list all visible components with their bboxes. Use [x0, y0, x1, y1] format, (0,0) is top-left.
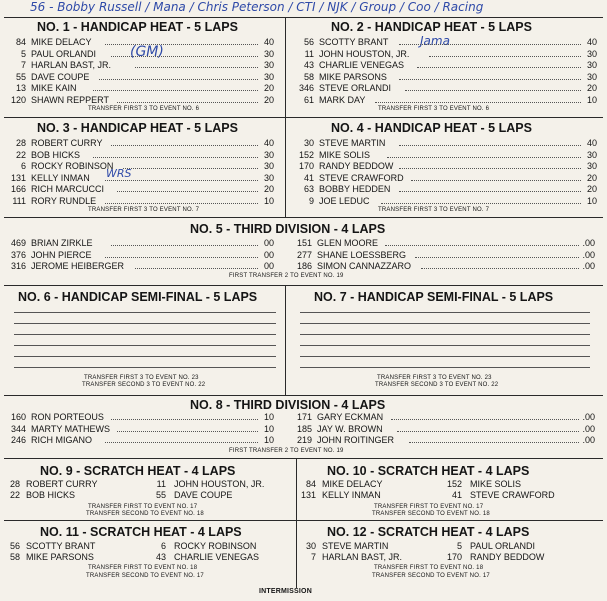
- handicap-value: 30: [263, 172, 274, 183]
- driver-name: MIKE SOLIS: [319, 149, 371, 160]
- car-number: 111: [12, 195, 26, 206]
- driver-name: RANDY BEDDOW: [470, 552, 545, 562]
- driver-name: RICH MARCUCCI: [31, 184, 104, 194]
- driver-name: RON PORTEOUS: [31, 412, 104, 422]
- driver-name: GARY ECKMAN: [317, 412, 384, 422]
- car-number: 63: [303, 184, 314, 194]
- car-number: 219: [296, 435, 312, 445]
- driver-name: ROBERT CURRY: [31, 138, 103, 148]
- handicap-value: 20: [263, 83, 274, 93]
- dot-leader: [399, 184, 581, 192]
- driver-name: SCOTTY BRANT: [26, 541, 96, 551]
- car-number: 5: [20, 48, 26, 59]
- driver-name: RORY RUNDLE: [31, 195, 97, 206]
- driver-name: SHANE LOESSBERG: [317, 249, 407, 260]
- handicap-value: 30: [586, 71, 597, 82]
- car-number: 22: [9, 490, 20, 500]
- dot-leader: [411, 173, 581, 181]
- rule-after-heats-3-4: [4, 217, 603, 218]
- rule-after-heats-1-2: [4, 117, 603, 118]
- blank-line: [300, 367, 590, 368]
- handicap-value: 00: [263, 238, 274, 248]
- car-number: 61: [303, 94, 314, 105]
- driver-name: MIKE DELACY: [322, 479, 383, 489]
- driver-name: JOHN ROITINGER: [317, 435, 395, 445]
- driver-name: CHARLIE VENEGAS: [174, 552, 260, 562]
- handicap-value: 00: [263, 261, 274, 271]
- driver-name: MARK DAY: [319, 94, 366, 105]
- blank-line: [300, 334, 590, 335]
- dot-leader: [429, 49, 581, 57]
- car-number: 171: [296, 412, 312, 422]
- handicap-value: 00: [263, 249, 274, 260]
- event-8-title: NO. 8 - THIRD DIVISION - 4 LAPS: [190, 398, 386, 412]
- car-number: 7: [310, 552, 316, 562]
- dot-leader: [405, 83, 581, 91]
- semi-6-transfer-note-2: TRANSFER SECOND 3 TO EVENT NO. 22: [82, 382, 206, 388]
- car-number: 186: [296, 261, 312, 271]
- scratch-12-title: NO. 12 - SCRATCH HEAT - 4 LAPS: [327, 525, 530, 539]
- dot-leader: [111, 238, 258, 246]
- entry-row: [4, 412, 274, 422]
- entry-row: [4, 250, 274, 260]
- entry-row: [4, 184, 274, 194]
- driver-name: JOHN HOUSTON, JR.: [319, 48, 410, 59]
- dot-leader: [415, 250, 579, 258]
- semi-6-title: NO. 6 - HANDICAP SEMI-FINAL - 5 LAPS: [18, 290, 258, 304]
- driver-name: HARLAN BAST, JR.: [31, 60, 112, 70]
- entry-row: [4, 196, 274, 206]
- heat-1-title: NO. 1 - HANDICAP HEAT - 5 LAPS: [37, 20, 238, 34]
- car-number: 43: [155, 552, 166, 562]
- driver-name: ROBERT CURRY: [26, 479, 98, 489]
- scratch-11-note-1: TRANSFER FIRST TO EVENT NO. 18: [88, 565, 198, 571]
- entry-row: [292, 72, 597, 82]
- car-number: 152: [298, 149, 314, 160]
- car-number: 120: [10, 94, 26, 105]
- handicap-value: 10: [263, 435, 274, 445]
- scratch-11-title: NO. 11 - SCRATCH HEAT - 4 LAPS: [40, 525, 242, 539]
- entry-row: [292, 60, 597, 70]
- car-number: 166: [10, 184, 26, 194]
- car-number: 56: [9, 541, 20, 551]
- dot-leader: [381, 196, 581, 204]
- scratch-9-note-1: TRANSFER FIRST TO EVENT NO. 17: [88, 504, 198, 510]
- entry-row: [292, 173, 597, 183]
- handicap-value: 30: [263, 149, 274, 160]
- driver-name: MIKE KAIN: [31, 83, 77, 93]
- entry-row: [4, 173, 274, 183]
- driver-name: MIKE PARSONS: [26, 552, 94, 562]
- car-number: 131: [10, 172, 26, 183]
- event-5-transfer-note: FIRST TRANSFER 2 TO EVENT NO. 19: [229, 273, 344, 279]
- handicap-value: 30: [263, 71, 274, 82]
- blank-line: [14, 334, 276, 335]
- car-number: 170: [298, 161, 314, 171]
- entry-row: [4, 150, 274, 160]
- rule-col-2: [285, 285, 286, 395]
- scratch-9-note-2: TRANSFER SECOND TO EVENT NO. 18: [86, 511, 204, 517]
- entry-row: [4, 60, 274, 70]
- entry-row: [290, 238, 595, 248]
- car-number: 41: [451, 490, 462, 500]
- entry-row: [4, 161, 274, 171]
- car-number: 28: [9, 479, 20, 489]
- car-number: 55: [155, 490, 166, 500]
- scratch-12-note-1: TRANSFER FIRST TO EVENT NO. 18: [374, 565, 484, 571]
- dot-leader: [375, 95, 581, 103]
- entry-row: [4, 261, 274, 271]
- driver-name: STEVE CRAWFORD: [470, 490, 555, 500]
- blank-line: [300, 356, 590, 357]
- rule-after-scratch-9-10: [4, 520, 603, 521]
- car-number: 28: [15, 138, 26, 148]
- dot-leader: [399, 138, 581, 146]
- entry-row: [4, 95, 274, 105]
- car-number: 246: [10, 435, 26, 445]
- handicap-value: 10: [263, 412, 274, 422]
- driver-name: JEROME HEIBERGER: [31, 261, 125, 271]
- driver-name: DAVE COUPE: [31, 71, 90, 82]
- handicap-value: 40: [586, 37, 597, 47]
- car-number: 30: [303, 138, 314, 148]
- handicap-value: 30: [586, 48, 597, 59]
- car-number: 22: [15, 149, 26, 160]
- entry-row: [292, 138, 597, 148]
- dot-leader: [391, 412, 579, 420]
- driver-name: PAUL ORLANDI: [470, 541, 536, 551]
- car-number: 84: [15, 37, 26, 47]
- dot-leader: [111, 49, 258, 57]
- car-number: 152: [446, 479, 462, 489]
- handicap-value: .00: [582, 423, 595, 434]
- car-number: 41: [303, 172, 314, 183]
- handicap-value: 20: [586, 184, 597, 194]
- entry-row: [292, 161, 597, 171]
- dot-leader: [399, 72, 581, 80]
- car-number: 11: [156, 479, 166, 489]
- handicap-value: 30: [263, 161, 274, 171]
- dot-leader: [135, 60, 258, 68]
- car-number: 55: [15, 71, 26, 82]
- driver-name: JAY W. BROWN: [317, 423, 383, 434]
- rule-after-semis: [4, 395, 603, 396]
- car-number: 30: [305, 541, 316, 551]
- car-number: 344: [10, 423, 26, 434]
- handicap-value: 30: [263, 48, 274, 59]
- driver-name: GLEN MOORE: [317, 238, 379, 248]
- entry-row: [4, 424, 274, 434]
- driver-name: SHAWN REPPERT: [31, 94, 110, 105]
- handicap-value: 20: [586, 83, 597, 93]
- entry-row: [4, 435, 274, 445]
- rule-after-event-5: [4, 285, 603, 286]
- dot-leader: [105, 435, 258, 443]
- entry-row: [292, 150, 597, 160]
- heat-1-transfer-note: TRANSFER FIRST 3 TO EVENT NO. 6: [88, 106, 200, 112]
- driver-name: KELLY INMAN: [31, 172, 90, 183]
- blank-line: [300, 312, 590, 313]
- heat-3-transfer-note: TRANSFER FIRST 3 TO EVENT NO. 7: [88, 207, 200, 213]
- blank-line: [14, 356, 276, 357]
- handicap-value: 20: [586, 172, 597, 183]
- driver-name: ROCKY ROBINSON: [31, 161, 114, 171]
- driver-name: BOB HICKS: [26, 490, 76, 500]
- dot-leader: [117, 424, 258, 432]
- heat-2-transfer-note: TRANSFER FIRST 3 TO EVENT NO. 6: [378, 106, 490, 112]
- driver-name: JOHN HOUSTON, JR.: [174, 479, 265, 489]
- entry-row: [290, 261, 595, 271]
- car-number: 11: [304, 48, 314, 59]
- entry-row: [290, 424, 595, 434]
- car-number: 7: [20, 60, 26, 70]
- semi-7-transfer-note-1: TRANSFER FIRST 3 TO EVENT NO. 23: [377, 375, 492, 381]
- handicap-value: 40: [263, 138, 274, 148]
- entry-row: [4, 72, 274, 82]
- driver-name: SCOTTY BRANT: [319, 37, 389, 47]
- driver-name: BOB HICKS: [31, 149, 81, 160]
- blank-line: [300, 345, 590, 346]
- handicap-value: 40: [586, 138, 597, 148]
- driver-name: ROCKY ROBINSON: [174, 541, 257, 551]
- scratch-10-title: NO. 10 - SCRATCH HEAT - 4 LAPS: [327, 464, 530, 478]
- event-8-transfer-note: FIRST TRANSFER 2 TO EVENT NO. 19: [229, 448, 344, 454]
- rule-col-3: [296, 458, 297, 588]
- dot-leader: [105, 37, 258, 45]
- entry-row: [292, 196, 597, 206]
- entry-row: [4, 83, 274, 93]
- blank-line: [14, 323, 276, 324]
- dot-leader: [385, 238, 579, 246]
- dot-leader: [417, 60, 581, 68]
- dot-leader: [111, 138, 258, 146]
- dot-leader: [105, 250, 258, 258]
- car-number: 56: [303, 37, 314, 47]
- rule-after-event-8: [4, 458, 603, 459]
- dot-leader: [111, 412, 258, 420]
- dot-leader: [93, 150, 258, 158]
- car-number: 376: [10, 249, 26, 260]
- blank-line: [14, 367, 276, 368]
- driver-name: RICH MIGANO: [31, 435, 93, 445]
- car-number: 185: [296, 423, 312, 434]
- car-number: 160: [10, 412, 26, 422]
- handwritten-gm-note: (GM): [130, 44, 164, 60]
- driver-name: STEVE MARTIN: [322, 541, 389, 551]
- entry-row: [4, 138, 274, 148]
- entry-row: [4, 238, 274, 248]
- handicap-value: 10: [263, 423, 274, 434]
- car-number: 58: [303, 71, 314, 82]
- driver-name: PAUL ORLANDI: [31, 48, 97, 59]
- entry-row: [292, 37, 597, 47]
- entry-row: [292, 184, 597, 194]
- driver-name: SIMON CANNAZZARO: [317, 261, 412, 271]
- car-number: 131: [300, 490, 316, 500]
- dot-leader: [397, 424, 579, 432]
- semi-7-transfer-note-2: TRANSFER SECOND 3 TO EVENT NO. 22: [375, 382, 499, 388]
- entry-row: [4, 37, 274, 47]
- dot-leader: [123, 161, 258, 169]
- driver-name: BOBBY HEDDEN: [319, 184, 391, 194]
- driver-name: CHARLIE VENEGAS: [319, 60, 405, 70]
- handicap-value: 30: [586, 161, 597, 171]
- driver-name: MIKE PARSONS: [319, 71, 387, 82]
- entry-row: [290, 250, 595, 260]
- semi-7-title: NO. 7 - HANDICAP SEMI-FINAL - 5 LAPS: [314, 290, 554, 304]
- handicap-value: 20: [263, 184, 274, 194]
- entry-row: [292, 49, 597, 59]
- dot-leader: [99, 72, 258, 80]
- dot-leader: [105, 196, 258, 204]
- car-number: 84: [305, 479, 316, 489]
- handicap-value: 10: [586, 94, 597, 105]
- entry-row: [4, 49, 274, 59]
- handicap-value: .00: [582, 435, 595, 445]
- handicap-value: .00: [582, 412, 595, 422]
- scratch-10-note-1: TRANSFER FIRST TO EVENT NO. 17: [374, 504, 484, 510]
- car-number: 170: [446, 552, 462, 562]
- scratch-10-note-2: TRANSFER SECOND TO EVENT NO. 18: [372, 511, 490, 517]
- heat-4-title: NO. 4 - HANDICAP HEAT - 5 LAPS: [331, 121, 532, 135]
- scratch-9-title: NO. 9 - SCRATCH HEAT - 4 LAPS: [40, 464, 236, 478]
- event-5-title: NO. 5 - THIRD DIVISION - 4 LAPS: [190, 222, 386, 236]
- rule-top: [4, 17, 603, 18]
- handicap-value: 40: [263, 37, 274, 47]
- heat-3-title: NO. 3 - HANDICAP HEAT - 5 LAPS: [37, 121, 238, 135]
- driver-name: RANDY BEDDOW: [319, 161, 394, 171]
- handicap-value: .00: [582, 261, 595, 271]
- driver-name: HARLAN BAST, JR.: [322, 552, 403, 562]
- handicap-value: 30: [586, 60, 597, 70]
- handwritten-wrs-note: WRS: [106, 167, 132, 180]
- handicap-value: 20: [263, 94, 274, 105]
- dot-leader: [409, 435, 579, 443]
- car-number: 469: [10, 238, 26, 248]
- driver-name: STEVE MARTIN: [319, 138, 386, 148]
- driver-name: STEVE ORLANDI: [319, 83, 392, 93]
- driver-name: STEVE CRAWFORD: [319, 172, 404, 183]
- entry-row: [290, 412, 595, 422]
- handicap-value: .00: [582, 238, 595, 248]
- blank-line: [14, 345, 276, 346]
- driver-name: DAVE COUPE: [174, 490, 233, 500]
- heat-2-title: NO. 2 - HANDICAP HEAT - 5 LAPS: [331, 20, 532, 34]
- handicap-value: 10: [263, 195, 274, 206]
- car-number: 346: [298, 83, 314, 93]
- dot-leader: [387, 150, 581, 158]
- driver-name: JOE LEDUC: [319, 195, 370, 206]
- driver-name: KELLY INMAN: [322, 490, 381, 500]
- blank-line: [300, 323, 590, 324]
- dot-leader: [93, 83, 258, 91]
- heat-4-transfer-note: TRANSFER FIRST 3 TO EVENT NO. 7: [378, 207, 490, 213]
- dot-leader: [135, 261, 258, 269]
- dot-leader: [421, 261, 579, 269]
- car-number: 58: [9, 552, 20, 562]
- dot-leader: [117, 184, 258, 192]
- dot-leader: [117, 95, 258, 103]
- handicap-value: .00: [582, 249, 595, 260]
- handwritten-top-note: 56 - Bobby Russell / Mana / Chris Peterson / CTI / NJK / Group / Coo / Racing: [30, 0, 484, 14]
- handwritten-jama-note: Jama: [420, 34, 450, 48]
- scratch-12-note-2: TRANSFER SECOND TO EVENT NO. 17: [372, 573, 490, 579]
- car-number: 5: [456, 541, 462, 551]
- driver-name: MIKE SOLIS: [470, 479, 522, 489]
- driver-name: MARTY MATHEWS: [31, 423, 111, 434]
- car-number: 13: [15, 83, 26, 93]
- car-number: 6: [20, 161, 26, 171]
- scratch-11-note-2: TRANSFER SECOND TO EVENT NO. 17: [86, 573, 204, 579]
- car-number: 9: [308, 195, 314, 206]
- driver-name: BRIAN ZIRKLE: [31, 238, 93, 248]
- dot-leader: [399, 37, 581, 45]
- car-number: 316: [10, 261, 26, 271]
- handicap-value: 10: [586, 195, 597, 206]
- driver-name: MIKE DELACY: [31, 37, 92, 47]
- car-number: 43: [303, 60, 314, 70]
- handicap-value: 30: [263, 60, 274, 70]
- entry-row: [292, 83, 597, 93]
- entry-row: [292, 95, 597, 105]
- entry-row: [290, 435, 595, 445]
- dot-leader: [105, 173, 258, 181]
- intermission-label: INTERMISSION: [259, 588, 312, 595]
- car-number: 151: [296, 238, 312, 248]
- blank-line: [14, 312, 276, 313]
- driver-name: JOHN PIERCE: [31, 249, 92, 260]
- car-number: 6: [160, 541, 166, 551]
- handicap-value: 30: [586, 149, 597, 160]
- dot-leader: [399, 161, 581, 169]
- semi-6-transfer-note-1: TRANSFER FIRST 3 TO EVENT NO. 23: [84, 375, 199, 381]
- car-number: 277: [296, 249, 312, 260]
